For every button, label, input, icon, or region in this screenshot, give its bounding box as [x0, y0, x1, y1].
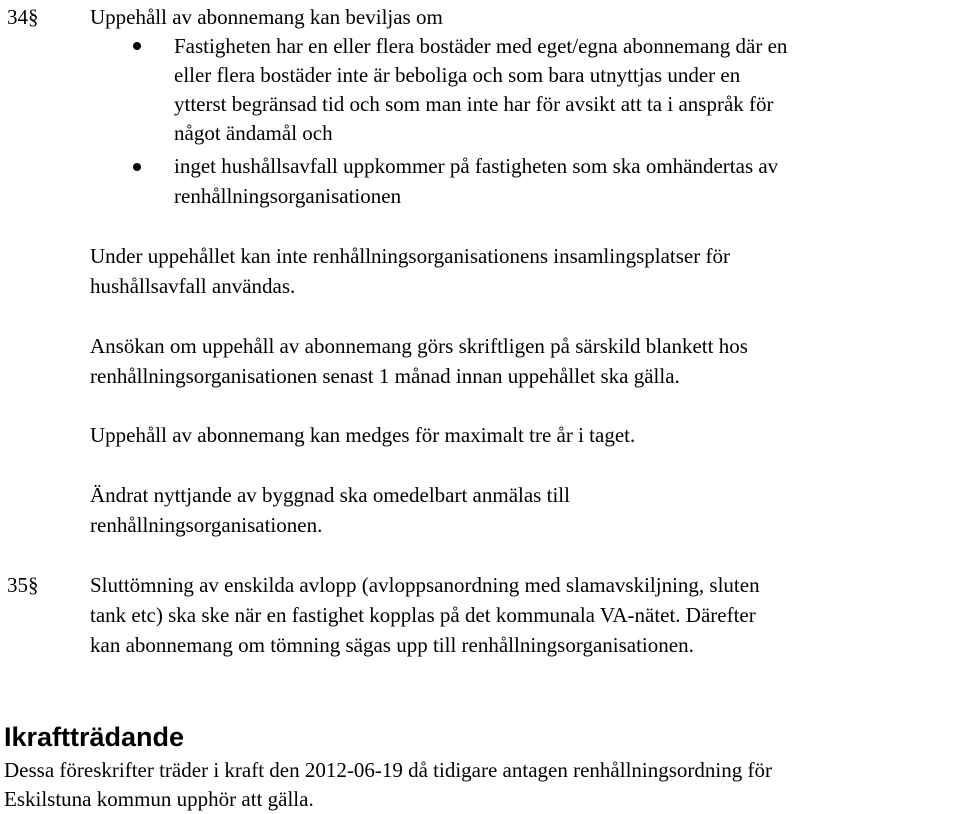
paragraph-line: kan abonnemang om tömning sägas upp till renhållningsorganisationen. — [90, 633, 694, 657]
bullet-2-line-2: renhållningsorganisationen — [174, 184, 402, 208]
bullet-1-line-2: eller flera bostäder inte är beboliga och som bara utnyttjas under en — [174, 63, 741, 87]
bullet-1-line-4: något ändamål och — [174, 121, 333, 145]
bullet-1-line-1: Fastigheten har en eller flera bostäder med eget/egna abonnemang där en — [174, 34, 788, 58]
paragraph-line: hushållsavfall användas. — [90, 274, 296, 298]
bullet-1-line-3: ytterst begränsad tid och som man inte har för avsikt att ta i anspråk för — [174, 92, 774, 116]
bullet-2-line-1: inget hushållsavfall uppkommer på fastigheten som ska omhändertas av — [174, 154, 779, 178]
bullet-icon — [133, 42, 141, 50]
paragraph-line: Eskilstuna kommun upphör att gälla. — [4, 787, 314, 811]
paragraph-line: renhållningsorganisationen senast 1 månad innan uppehållet ska gälla. — [90, 364, 680, 388]
section-34-number: 34§ — [7, 5, 39, 29]
section-35-number: 35§ — [7, 573, 39, 597]
ikrafttradande-heading: Ikraftträdande — [4, 722, 185, 752]
bullet-icon — [133, 163, 141, 171]
paragraph-line: Sluttömning av enskilda avlopp (avloppsanordning med slamavskiljning, sluten — [90, 573, 760, 597]
paragraph-line: Ansökan om uppehåll av abonnemang görs skriftligen på särskild blankett hos — [90, 334, 748, 358]
paragraph-line: Under uppehållet kan inte renhållningsorganisationens insamlingsplatser för — [90, 244, 730, 268]
paragraph-line: renhållningsorganisationen. — [90, 513, 323, 537]
section-34-intro: Uppehåll av abonnemang kan beviljas om — [90, 5, 443, 29]
paragraph-line: Ändrat nyttjande av byggnad ska omedelbart anmälas till — [90, 483, 570, 507]
paragraph-line: Uppehåll av abonnemang kan medges för maximalt tre år i taget. — [90, 423, 636, 447]
paragraph-line: Dessa föreskrifter träder i kraft den 2012-06-19 då tidigare antagen renhållningsordning för — [4, 758, 772, 782]
paragraph-line: tank etc) ska ske när en fastighet kopplas på det kommunala VA-nätet. Därefter — [90, 603, 756, 627]
